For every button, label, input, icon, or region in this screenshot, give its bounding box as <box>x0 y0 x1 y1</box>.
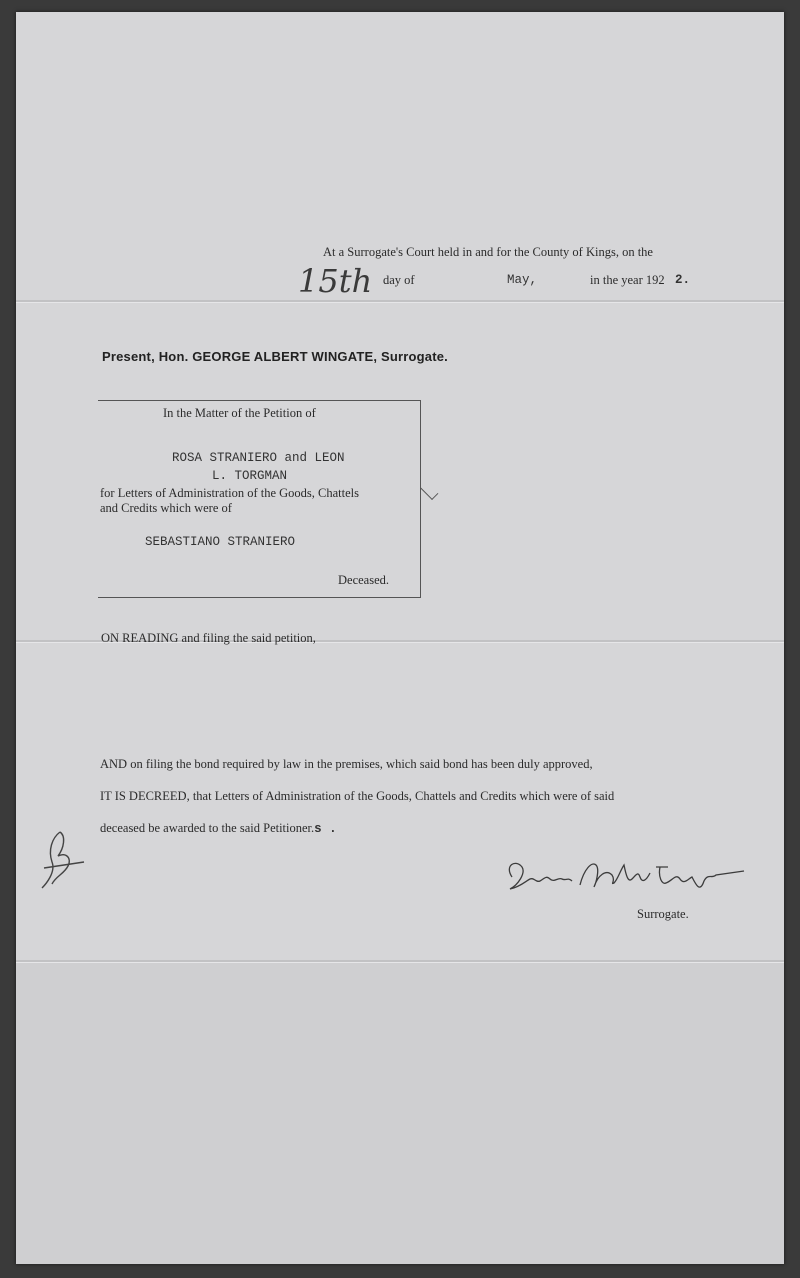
decree-suffix: s . <box>314 822 337 836</box>
petitioners-line-1: ROSA STRANIERO and LEON <box>172 451 345 465</box>
margin-initials-mark <box>38 828 88 892</box>
day-label: day of <box>383 273 415 287</box>
present-line: Present, Hon. GEORGE ALBERT WINGATE, Surrogate. <box>102 349 448 364</box>
fold-line-lower <box>16 960 784 963</box>
handwritten-day: 15th <box>298 262 373 300</box>
decedent-name: SEBASTIANO STRANIERO <box>145 535 296 549</box>
purpose-line-1: for Letters of Administration of the Goods, Chattels <box>100 486 359 500</box>
year-digit: 2. <box>675 273 691 287</box>
signature-mark <box>500 855 748 901</box>
court-line: At a Surrogate's Court held in and for the County of Kings, on the <box>323 245 653 259</box>
bond-line: AND on filing the bond required by law in the premises, which said bond has been duly approved, <box>100 757 593 771</box>
year-label: in the year 192 <box>590 273 665 287</box>
purpose-line-2: and Credits which were of <box>100 501 232 515</box>
petitioners-line-2: L. TORGMAN <box>212 469 288 483</box>
month-value: May, <box>507 273 538 287</box>
on-reading-line: ON READING and filing the said petition, <box>101 631 316 645</box>
fold-line-upper <box>16 300 784 303</box>
decree-line-2-text: deceased be awarded to the said Petitioner. <box>100 821 315 835</box>
decree-line-2 <box>100 821 337 836</box>
matter-intro: In the Matter of the Petition of <box>163 406 316 420</box>
decree-line-1: IT IS DECREED, that Letters of Administration of the Goods, Chattels and Credits which were of said <box>100 789 615 803</box>
deceased-label: Deceased. <box>338 573 390 587</box>
surrogate-title: Surrogate. <box>637 907 689 921</box>
lower-blank-panel <box>16 962 784 1264</box>
